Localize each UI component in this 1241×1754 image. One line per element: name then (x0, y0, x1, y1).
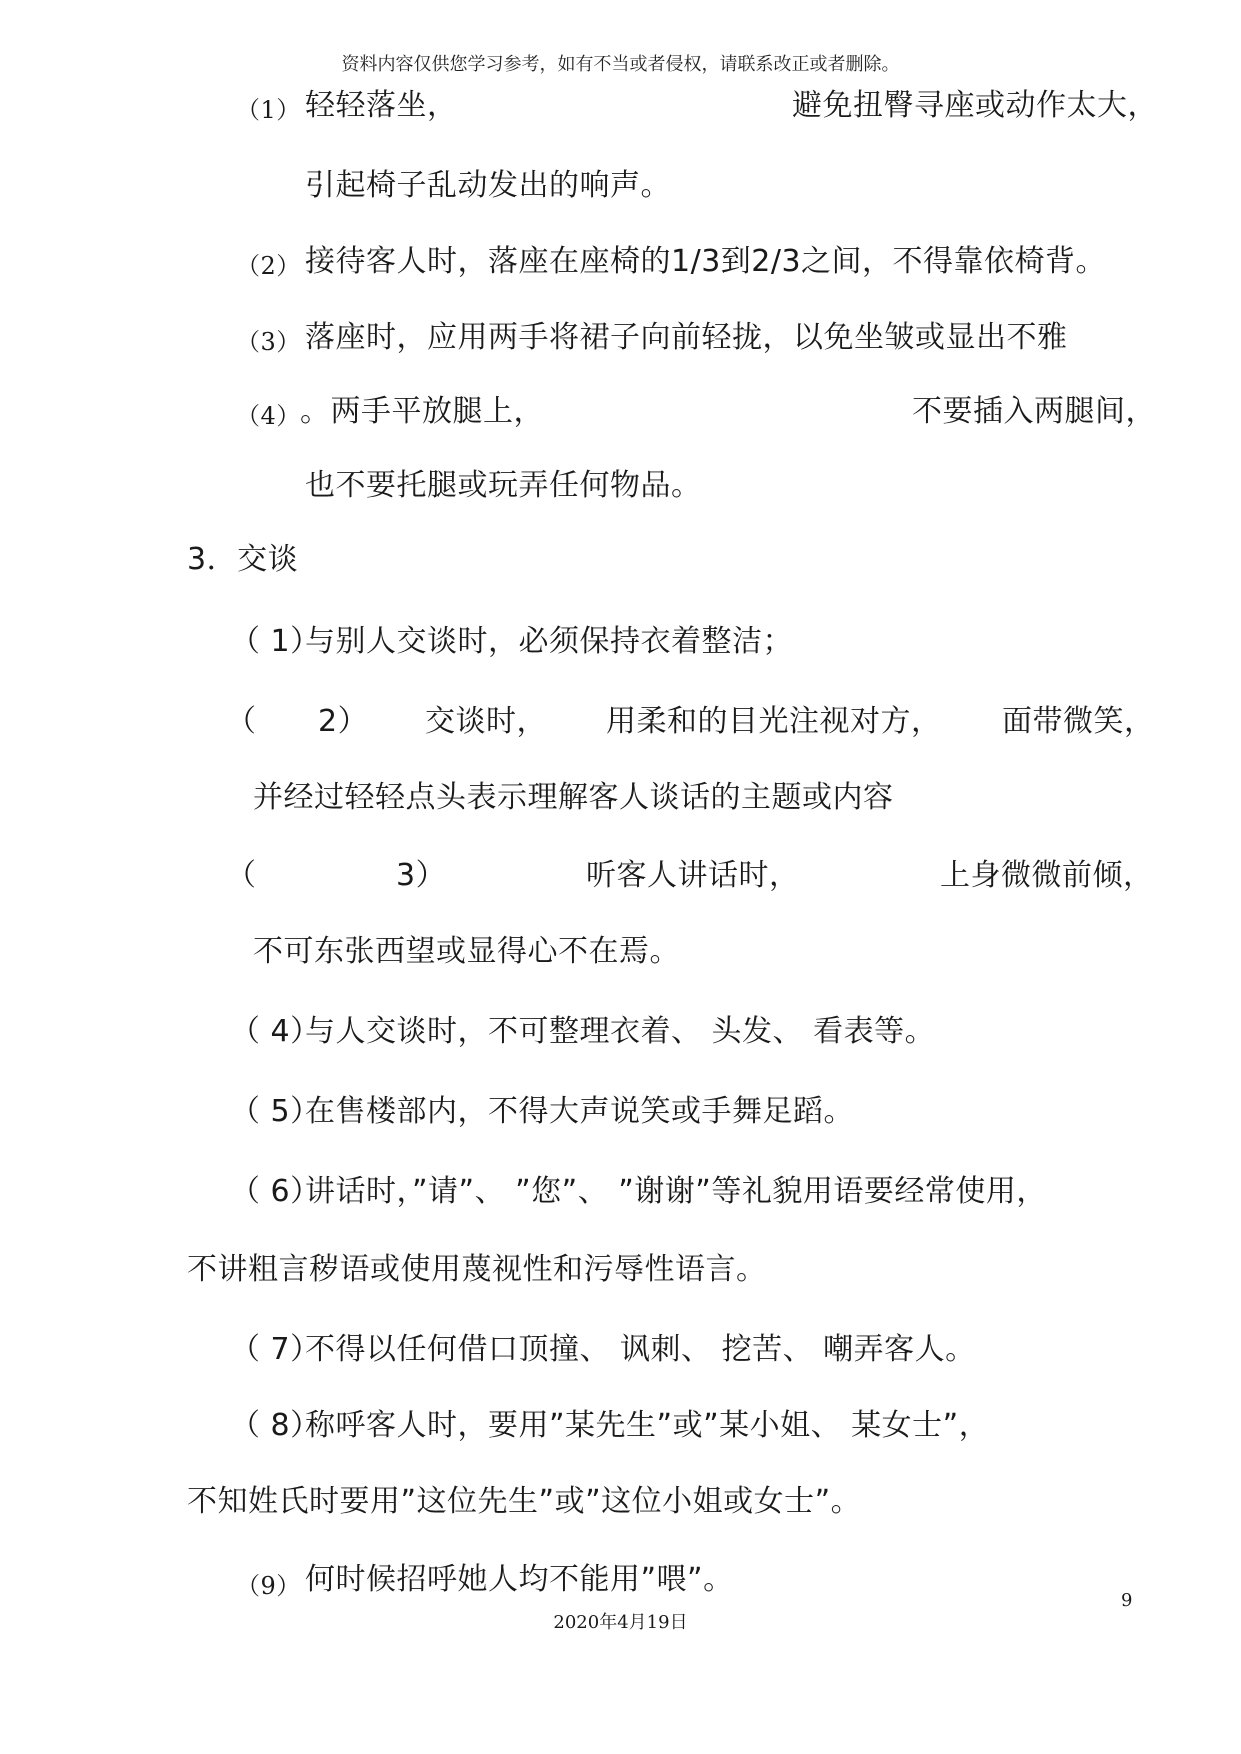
talk-3-text-2: 上身微微前倾， (940, 858, 1154, 893)
talk-1-text: 与别人交谈时，必须保持衣着整洁； (305, 624, 793, 659)
sitting-1-continuation: 引起椅子乱动发出的响声。 (305, 168, 671, 203)
talk-6-text: 讲话时，”请”、 ”您”、 ”谢谢”等礼貌用语要经常使用， (305, 1174, 1047, 1209)
sitting-3-text: 落座时，应用两手将裙子向前轻拢，以免坐皱或显出不雅 (305, 320, 1068, 355)
talk-2-continuation: 并经过轻轻点头表示理解客人谈话的主题或内容 (253, 780, 894, 815)
talk-5-text: 在售楼部内，不得大声说笑或手舞足蹈。 (305, 1094, 854, 1129)
talk-3-text-1: 听客人讲话时， (586, 858, 800, 893)
sitting-4-text-a: 。两手平放腿上， (300, 394, 544, 429)
talk-2-text-2: 用柔和的目光注视对方， (606, 704, 942, 739)
footer-date: 2020年4月19日 (553, 1612, 688, 1633)
talk-3-number: 3） (396, 858, 447, 893)
talk-8-number: （ 8） (230, 1408, 321, 1443)
talk-2-number: 2） (318, 704, 369, 739)
talk-7-number: （ 7） (230, 1332, 321, 1367)
talk-6-continuation: 不讲粗言秽语或使用蔑视性和污辱性语言。 (187, 1252, 767, 1287)
sitting-2-number: （2） (236, 252, 301, 280)
talk-7-text: 不得以任何借口顶撞、 讽刺、 挖苦、 嘲弄客人。 (305, 1332, 976, 1367)
page-number: 9 (1121, 1590, 1133, 1611)
talk-1-number: （ 1） (230, 624, 321, 659)
sitting-4-continuation: 也不要托腿或玩弄任何物品。 (305, 468, 702, 503)
talk-4-text: 与人交谈时，不可整理衣着、 头发、 看表等。 (305, 1014, 936, 1049)
talk-2-text-1: 交谈时， (425, 704, 547, 739)
talk-8-continuation: 不知姓氏时要用”这位先生”或”这位小姐或女士”。 (187, 1484, 862, 1519)
talk-5-number: （ 5） (230, 1094, 321, 1129)
sitting-4-number: （4） (236, 402, 301, 430)
talk-8-text: 称呼客人时，要用”某先生”或”某小姐、 某女士”， (305, 1408, 990, 1443)
sitting-1-text-a: 轻轻落坐， (305, 88, 458, 123)
talk-4-number: （ 4） (230, 1014, 321, 1049)
talk-3-continuation: 不可东张西望或显得心不在焉。 (253, 934, 680, 969)
talk-2-open-paren: （ (226, 704, 257, 739)
section-title: 3．交谈 (187, 542, 299, 577)
sitting-1-text-b: 避免扭臀寻座或动作太大， (792, 88, 1158, 123)
talk-9-number: （9） (236, 1572, 301, 1600)
sitting-2-text: 接待客人时，落座在座椅的1/3到2/3之间，不得靠依椅背。 (305, 244, 1107, 279)
talk-3-open-paren: （ (226, 858, 257, 893)
sitting-1-number: （1） (236, 96, 301, 124)
talk-2-text-3: 面带微笑， (1002, 704, 1155, 739)
sitting-4-text-b: 不要插入两腿间， (912, 394, 1156, 429)
page-header-disclaimer: 资料内容仅供您学习参考，如有不当或者侵权，请联系改正或者删除。 (341, 54, 900, 75)
sitting-3-number: （3） (236, 328, 301, 356)
talk-9-text: 何时候招呼她人均不能用”喂”。 (305, 1562, 734, 1597)
talk-6-number: （ 6） (230, 1174, 321, 1209)
